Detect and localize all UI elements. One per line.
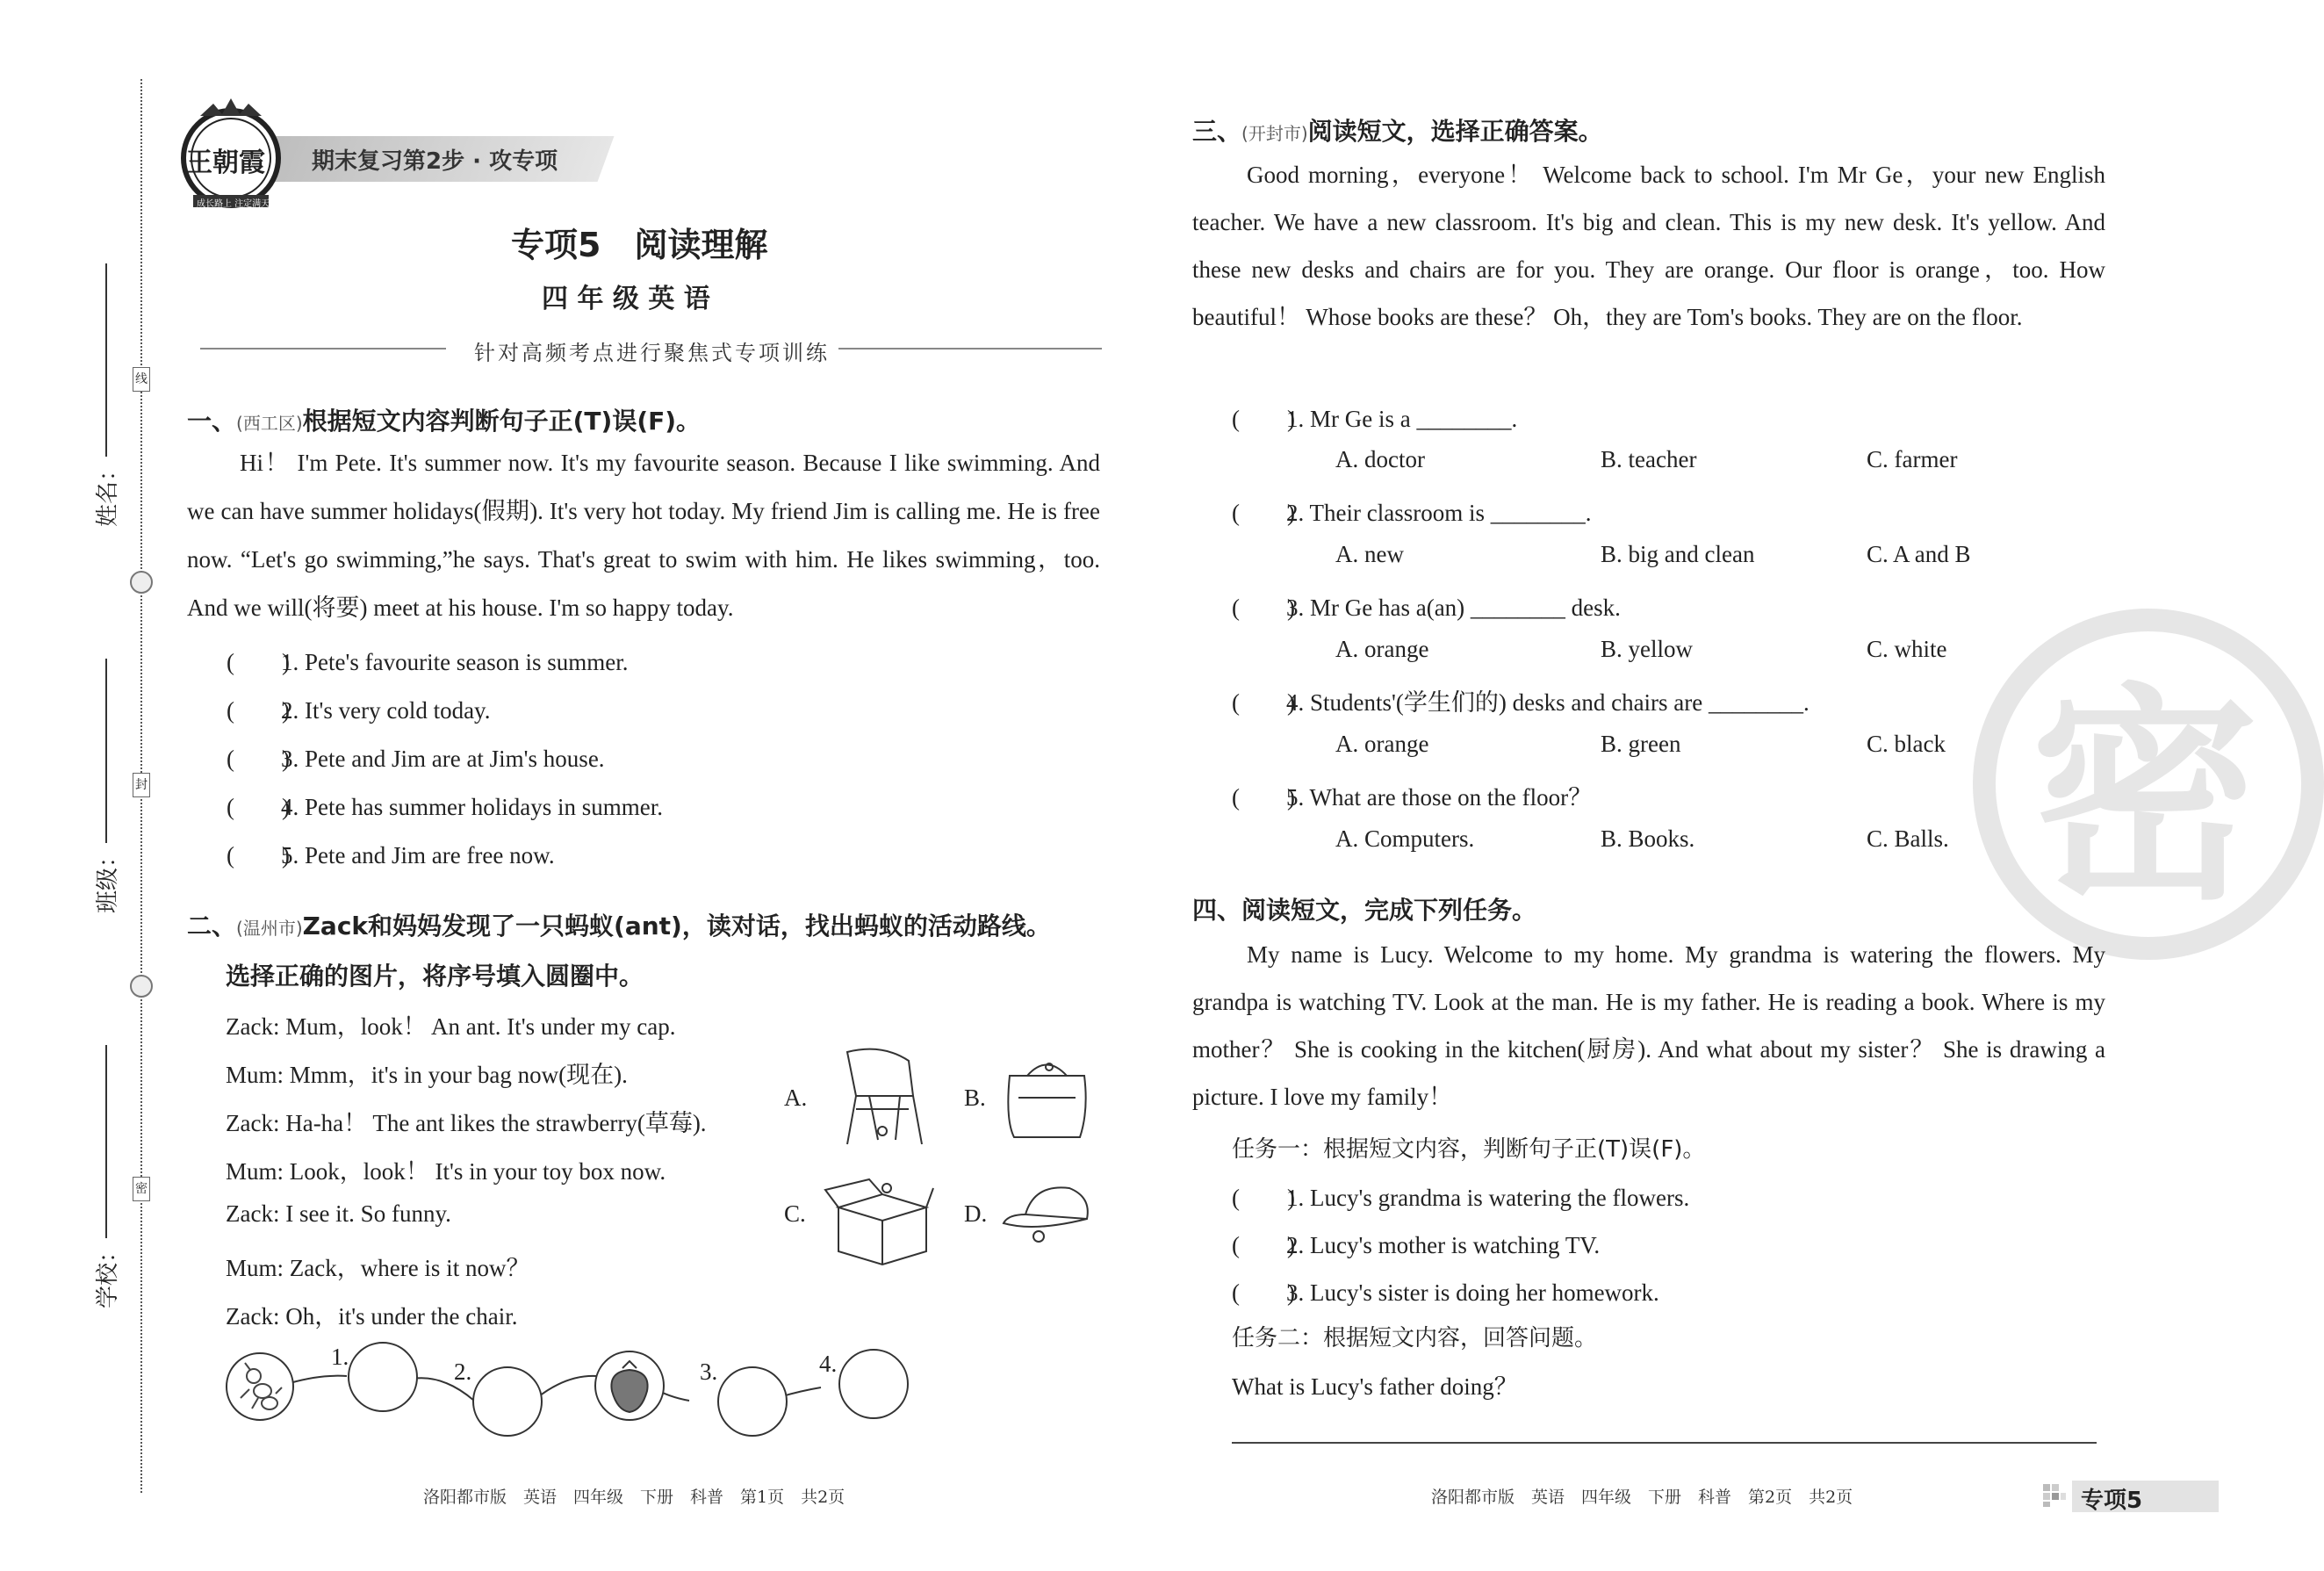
class-label: 班级： bbox=[95, 844, 121, 913]
strawberry-icon bbox=[596, 1352, 663, 1419]
footer-right: 洛阳都市版 英语 四年级 下册 科普 第2页 共2页 bbox=[1431, 1488, 1853, 1507]
option[interactable]: A. orange bbox=[1335, 731, 1429, 757]
section1-question[interactable]: ( )1. Pete's favourite season is summer. bbox=[227, 649, 629, 675]
picture-letter: D. bbox=[964, 1200, 988, 1227]
school-field[interactable] bbox=[105, 1045, 107, 1238]
bag-icon bbox=[997, 1049, 1097, 1146]
path-number: 3. bbox=[700, 1358, 718, 1385]
class-field[interactable] bbox=[105, 659, 107, 843]
tagline-rule bbox=[838, 348, 1102, 350]
ant-start-circle bbox=[226, 1352, 294, 1421]
answer-circle-4[interactable] bbox=[838, 1349, 909, 1419]
dialogue-line: Zack: Mum，look！ An ant. It's under my cap. bbox=[226, 1013, 676, 1040]
dialogue-line: Mum: Mmm，it's in your bag now(现在). bbox=[226, 1062, 628, 1088]
option[interactable]: A. orange bbox=[1335, 636, 1429, 662]
binding-mark-xian: 线 bbox=[133, 367, 150, 392]
task1-question[interactable]: ( )3. Lucy's sister is doing her homework. bbox=[1232, 1279, 1659, 1306]
picture-letter: B. bbox=[964, 1085, 986, 1111]
task2-question: What is Lucy's father doing？ bbox=[1232, 1373, 1518, 1400]
dialogue-line: Mum: Look，look！ It's in your toy box now. bbox=[226, 1158, 666, 1185]
binding-dot-icon bbox=[130, 975, 153, 998]
chair-icon bbox=[830, 1043, 935, 1149]
section3-passage: Good morning，everyone！ Welcome back to school. I'm Mr Ge，your new English teacher. We have a new classroom. It's big and clean. This is my new desk. It's yellow. And these new desks and chairs are for you. They are orange. Our floor is orange，too. How beautiful！ Whose books are these？ Oh，they are Tom's books. They are on the floor. bbox=[1192, 162, 2105, 330]
binding-dot-icon bbox=[130, 571, 153, 594]
path-number: 4. bbox=[819, 1351, 838, 1377]
name-label: 姓名： bbox=[95, 458, 121, 527]
option[interactable]: A. new bbox=[1335, 541, 1404, 567]
task1-question[interactable]: ( )2. Lucy's mother is watching TV. bbox=[1232, 1232, 1601, 1258]
dialogue-line: Mum: Zack，where is it now？ bbox=[226, 1255, 530, 1281]
option[interactable]: A. Computers. bbox=[1335, 825, 1475, 852]
ant-icon bbox=[227, 1354, 292, 1419]
option[interactable]: B. big and clean bbox=[1601, 541, 1755, 567]
option[interactable]: C. A and B bbox=[1867, 541, 1971, 567]
task1-heading: 任务一：根据短文内容，判断句子正(T)误(F)。 bbox=[1232, 1136, 1706, 1163]
option[interactable]: C. farmer bbox=[1867, 446, 1958, 472]
binding-mark-mi: 密 bbox=[133, 1177, 150, 1201]
dialogue-line: Zack: I see it. So funny. bbox=[226, 1200, 451, 1227]
section4-heading: 四、阅读短文，完成下列任务。 bbox=[1192, 896, 1537, 925]
task2-heading: 任务二：根据短文内容，回答问题。 bbox=[1232, 1325, 1598, 1351]
section4-passage: My name is Lucy. Welcome to my home. My grandma is watering the flowers. My grandpa is watching TV. Look at the man. He is my father. He is reading a book. Where is my mother？ She is cooking in the kitchen(厨房). And what about my sister？ She is drawing a picture. I love my family！ bbox=[1192, 941, 2105, 1110]
answer-line[interactable] bbox=[1232, 1442, 2097, 1444]
section3-question[interactable]: ( )4. Students'(学生们的) desks and chairs are ________. bbox=[1232, 689, 1810, 716]
section3-question[interactable]: ( )3. Mr Ge has a(an) ________ desk. bbox=[1232, 595, 1621, 621]
school-label: 学校： bbox=[95, 1239, 121, 1308]
answer-circle-2[interactable] bbox=[472, 1366, 543, 1437]
picture-letter: C. bbox=[784, 1200, 806, 1227]
tagline-rule bbox=[200, 348, 446, 350]
option[interactable]: B. Books. bbox=[1601, 825, 1695, 852]
logo-slogan: 成长路上 注定满天 bbox=[197, 199, 270, 209]
watermark-seal: 密 bbox=[1973, 609, 2324, 960]
answer-circle-3[interactable] bbox=[717, 1366, 788, 1437]
section2-heading: 二、(温州市)Zack和妈妈发现了一只蚂蚁(ant)，读对话，找出蚂蚁的活动路线。 bbox=[187, 912, 1051, 940]
page-title: 专项5 阅读理解 bbox=[511, 226, 768, 264]
footer-tab-label: 专项5 bbox=[2081, 1488, 2143, 1514]
option[interactable]: A. doctor bbox=[1335, 446, 1425, 472]
answer-circle-1[interactable] bbox=[348, 1342, 418, 1412]
option[interactable]: B. green bbox=[1601, 731, 1681, 757]
dialogue-line: Zack: Oh，it's under the chair. bbox=[226, 1303, 518, 1330]
picture-letter: A. bbox=[784, 1085, 808, 1111]
section1-question[interactable]: ( )5. Pete and Jim are free now. bbox=[227, 842, 555, 868]
path-number: 2. bbox=[454, 1358, 472, 1385]
option[interactable]: B. yellow bbox=[1601, 636, 1693, 662]
section2-heading-line2: 选择正确的图片，将序号填入圆圈中。 bbox=[226, 962, 644, 991]
section3-question[interactable]: ( )2. Their classroom is ________. bbox=[1232, 500, 1592, 526]
dialogue-line: Zack: Ha-ha！ The ant likes the strawberry(草莓). bbox=[226, 1110, 707, 1136]
option[interactable]: C. white bbox=[1867, 636, 1947, 662]
toy-box-icon bbox=[821, 1172, 935, 1269]
logo-text: 王朝霞 bbox=[186, 148, 265, 178]
section3-question[interactable]: ( )1. Mr Ge is a ________. bbox=[1232, 406, 1518, 432]
strawberry-circle bbox=[594, 1351, 665, 1421]
grid-icon bbox=[2041, 1482, 2068, 1509]
option[interactable]: B. teacher bbox=[1601, 446, 1697, 472]
section3-heading: 三、(开封市)阅读短文，选择正确答案。 bbox=[1192, 117, 1603, 146]
binding-mark-feng: 封 bbox=[133, 773, 150, 797]
tagline: 针对高频考点进行聚焦式专项训练 bbox=[474, 341, 830, 365]
path-number: 1. bbox=[331, 1344, 349, 1370]
name-field[interactable] bbox=[105, 263, 107, 457]
section3-question[interactable]: ( )5. What are those on the floor？ bbox=[1232, 784, 1593, 811]
option[interactable]: C. black bbox=[1867, 731, 1946, 757]
banner-step-text: 期末复习第2步 · 攻专项 bbox=[312, 148, 558, 175]
option[interactable]: C. Balls. bbox=[1867, 825, 1949, 852]
section1-heading: 一、(西工区)根据短文内容判断句子正(T)误(F)。 bbox=[187, 407, 702, 436]
section1-passage: Hi！ I'm Pete. It's summer now. It's my favourite season. Because I like swimming. And we can have summer holidays(假期). It's very hot today. My friend Jim is calling me. He is free now. “Let's go swimming,”he says. That's great to swim with him. He likes swimming，too. And we will(将要) meet at his house. I'm so happy today. bbox=[187, 450, 1100, 621]
section1-question[interactable]: ( )4. Pete has summer holidays in summer. bbox=[227, 794, 663, 820]
page-subtitle: 四 年 级 英 语 bbox=[542, 284, 710, 314]
cap-icon bbox=[999, 1175, 1096, 1258]
section1-question[interactable]: ( )2. It's very cold today. bbox=[227, 697, 491, 724]
footer-left: 洛阳都市版 英语 四年级 下册 科普 第1页 共2页 bbox=[423, 1488, 845, 1507]
task1-question[interactable]: ( )1. Lucy's grandma is watering the flowers. bbox=[1232, 1185, 1690, 1211]
section1-question[interactable]: ( )3. Pete and Jim are at Jim's house. bbox=[227, 746, 605, 772]
